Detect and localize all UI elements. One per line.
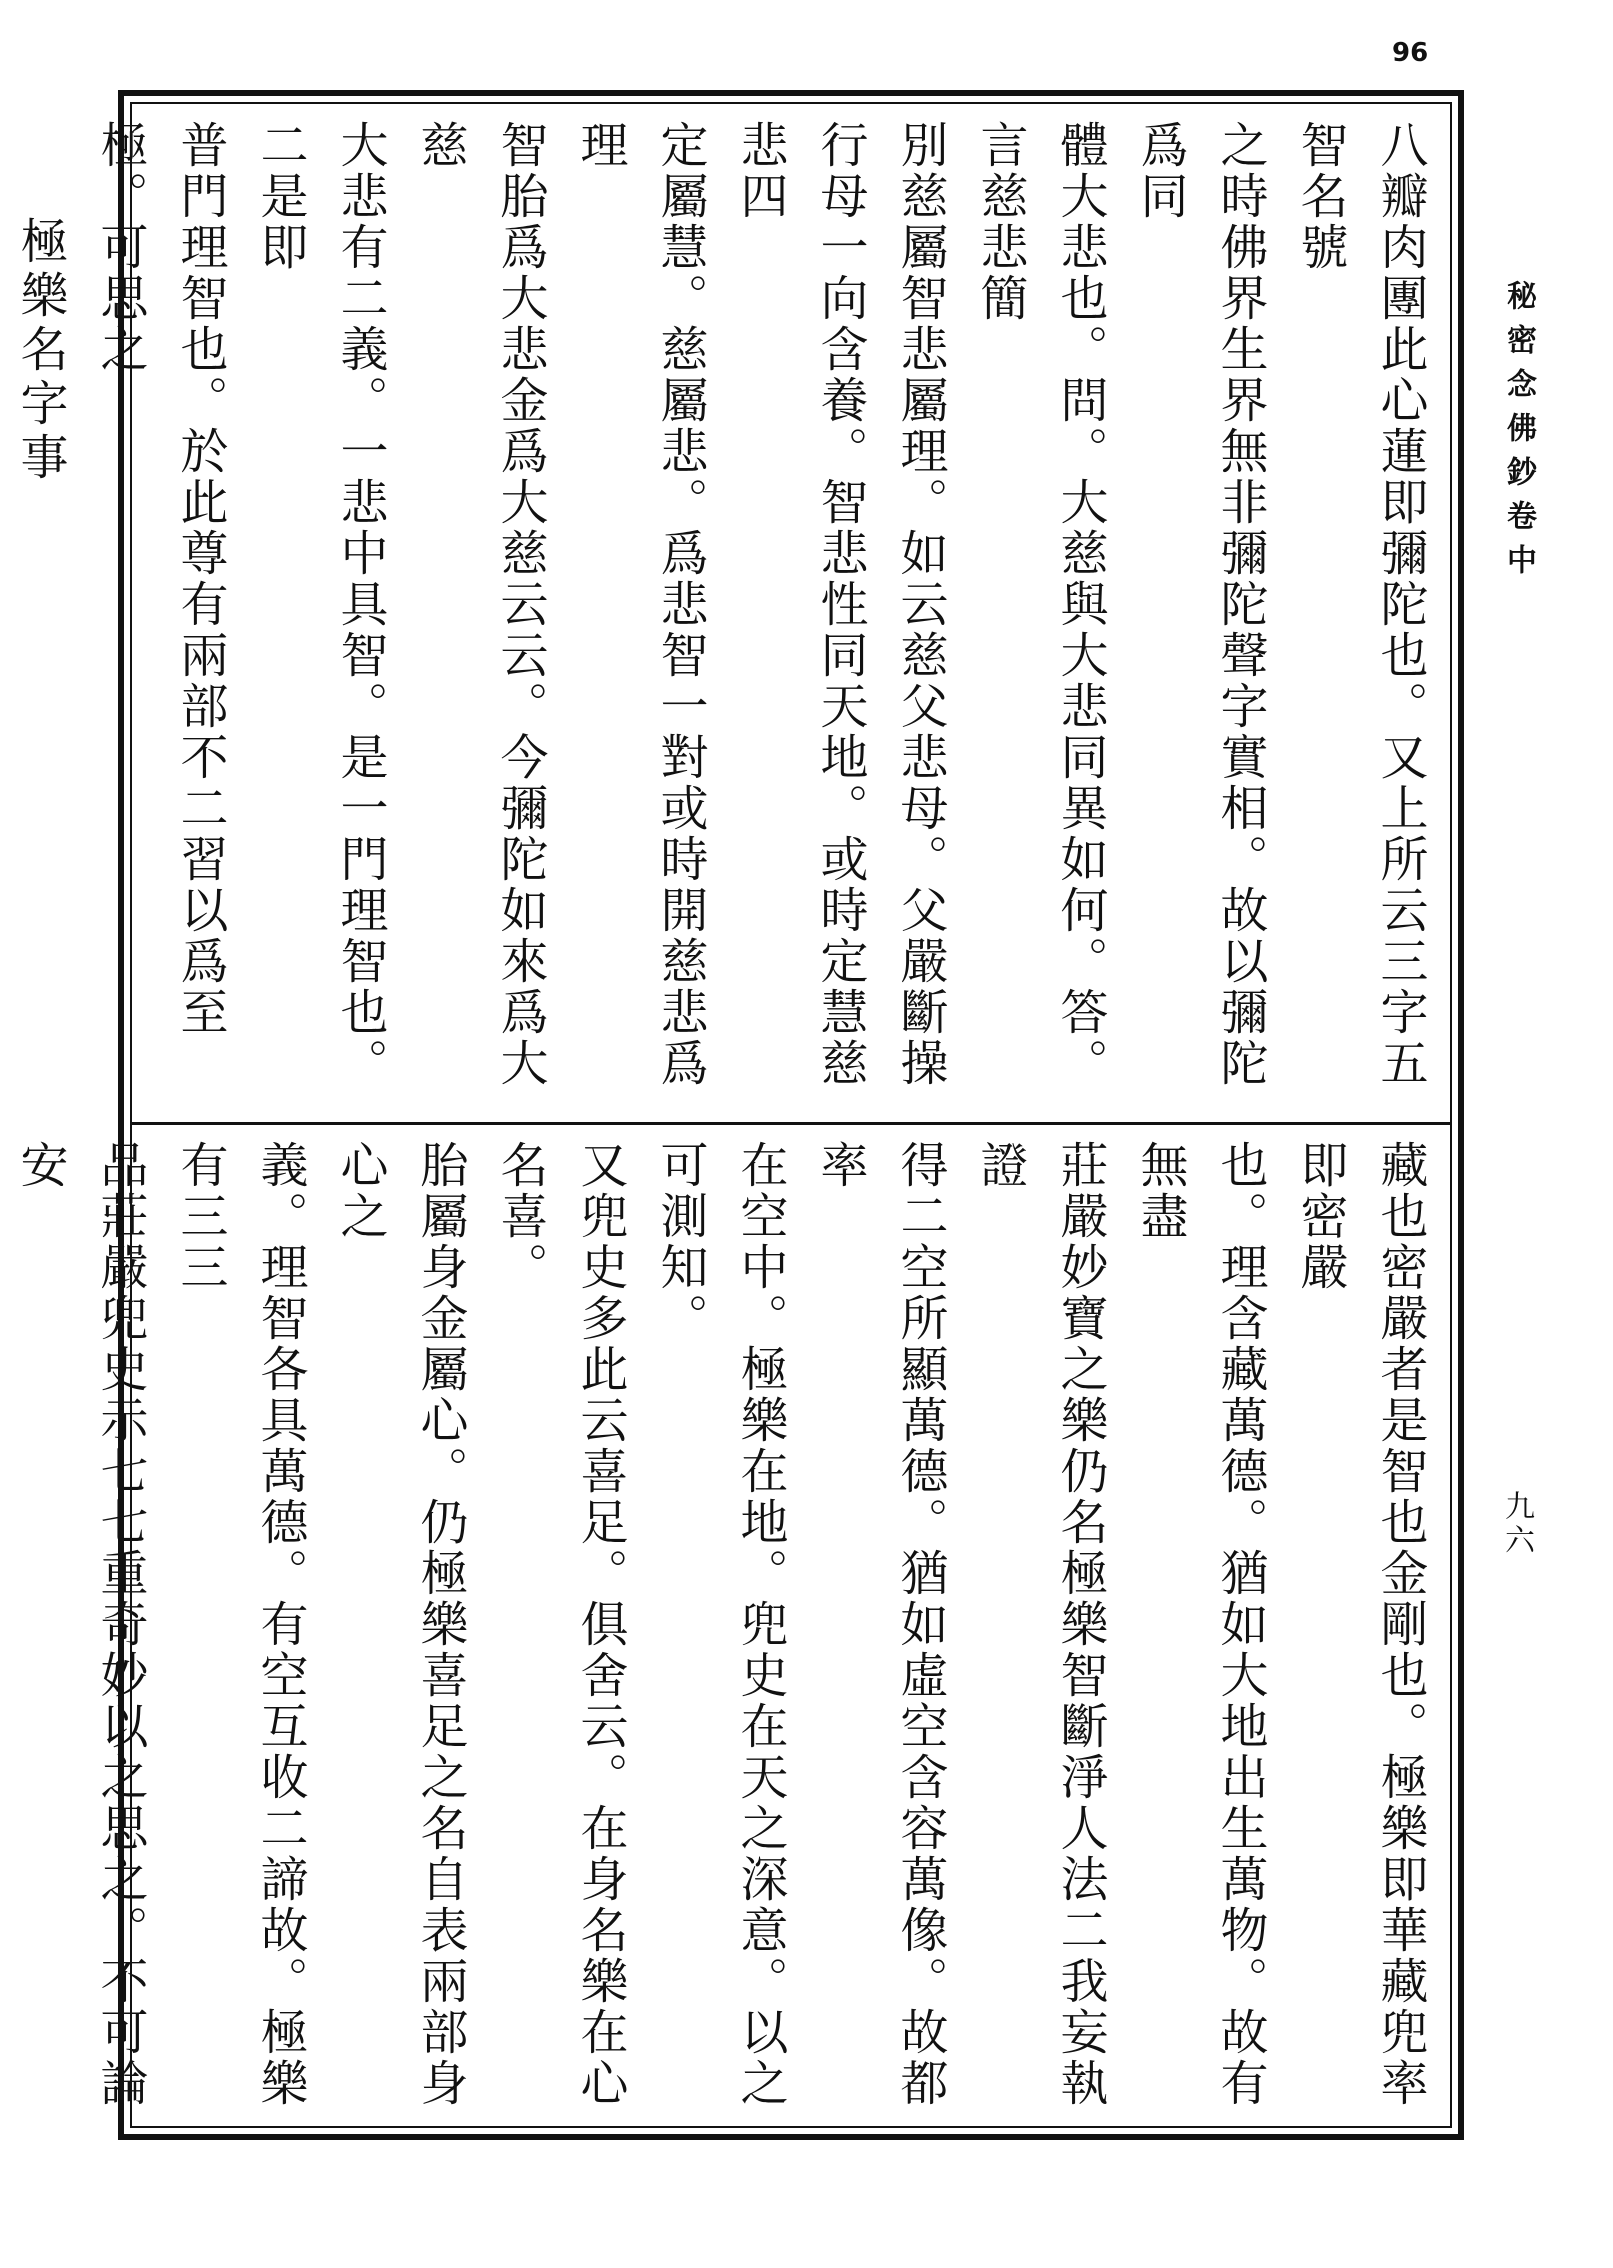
text-column: 藏也密嚴者是智也金剛也。極樂即華藏兜率即密嚴 <box>1292 1140 1428 2109</box>
text-column: 莊嚴妙寶之樂仍名極樂智斷淨人法二我妄執證 <box>972 1140 1108 2109</box>
text-column: 別慈屬智悲屬理。如云慈父悲母。父嚴斷操 <box>892 120 948 1089</box>
bottom-text-panel <box>12 1140 1440 2124</box>
folio-number: 九六 <box>1499 1490 1534 1558</box>
text-column: 也。理含藏萬德。猶如大地出生萬物。故有無盡 <box>1132 1140 1268 2109</box>
text-column: 八瓣肉團此心蓮即彌陀也。又上所云三字五智名號 <box>1292 120 1428 1089</box>
text-column: 義。理智各具萬德。有空互收二諦故。極樂有三三 <box>172 1140 308 2109</box>
text-column: 得二空所顯萬德。猶如虛空含容萬像。故都率 <box>812 1140 948 2109</box>
section-heading-gokuraku: 極樂名字事 <box>12 216 68 486</box>
text-column: 胎屬身金屬心。仍極樂喜足之名自表兩部身心之 <box>332 1140 468 2109</box>
text-column: 又兜史多此云喜足。俱舍云。在身名樂在心名喜。 <box>492 1140 628 2109</box>
page-number-top: 96 <box>1392 38 1429 68</box>
text-column: 智胎爲大悲金爲大慈云云。今彌陀如來爲大慈 <box>412 120 548 1089</box>
text-column: 品莊嚴兜史示七七重奇妙以之思之。不可論安 <box>12 1140 148 2109</box>
panel-divider <box>130 1122 1452 1125</box>
top-text-panel <box>12 120 1440 1104</box>
text-column: 普門理智也。於此尊有兩部不二習以爲至極。可思之 <box>92 120 228 1038</box>
running-title: 秘密念佛鈔卷中 <box>1501 280 1536 588</box>
text-column: 定屬慧。慈屬悲。爲悲智一對或時開慈悲爲理 <box>572 120 708 1089</box>
text-column: 體大悲也。問。大慈與大悲同異如何。答。言慈悲簡 <box>972 120 1108 1089</box>
text-column: 之時佛界生界無非彌陀聲字實相。故以彌陀爲同 <box>1132 120 1268 1089</box>
text-column: 在空中。極樂在地。兜史在天之深意。以之可測知。 <box>652 1140 788 2109</box>
text-column: 大悲有二義。一悲中具智。是一門理智也。二是即 <box>252 120 388 1089</box>
text-column: 行母一向含養。智悲性同天地。或時定慧慈悲四 <box>732 120 868 1089</box>
